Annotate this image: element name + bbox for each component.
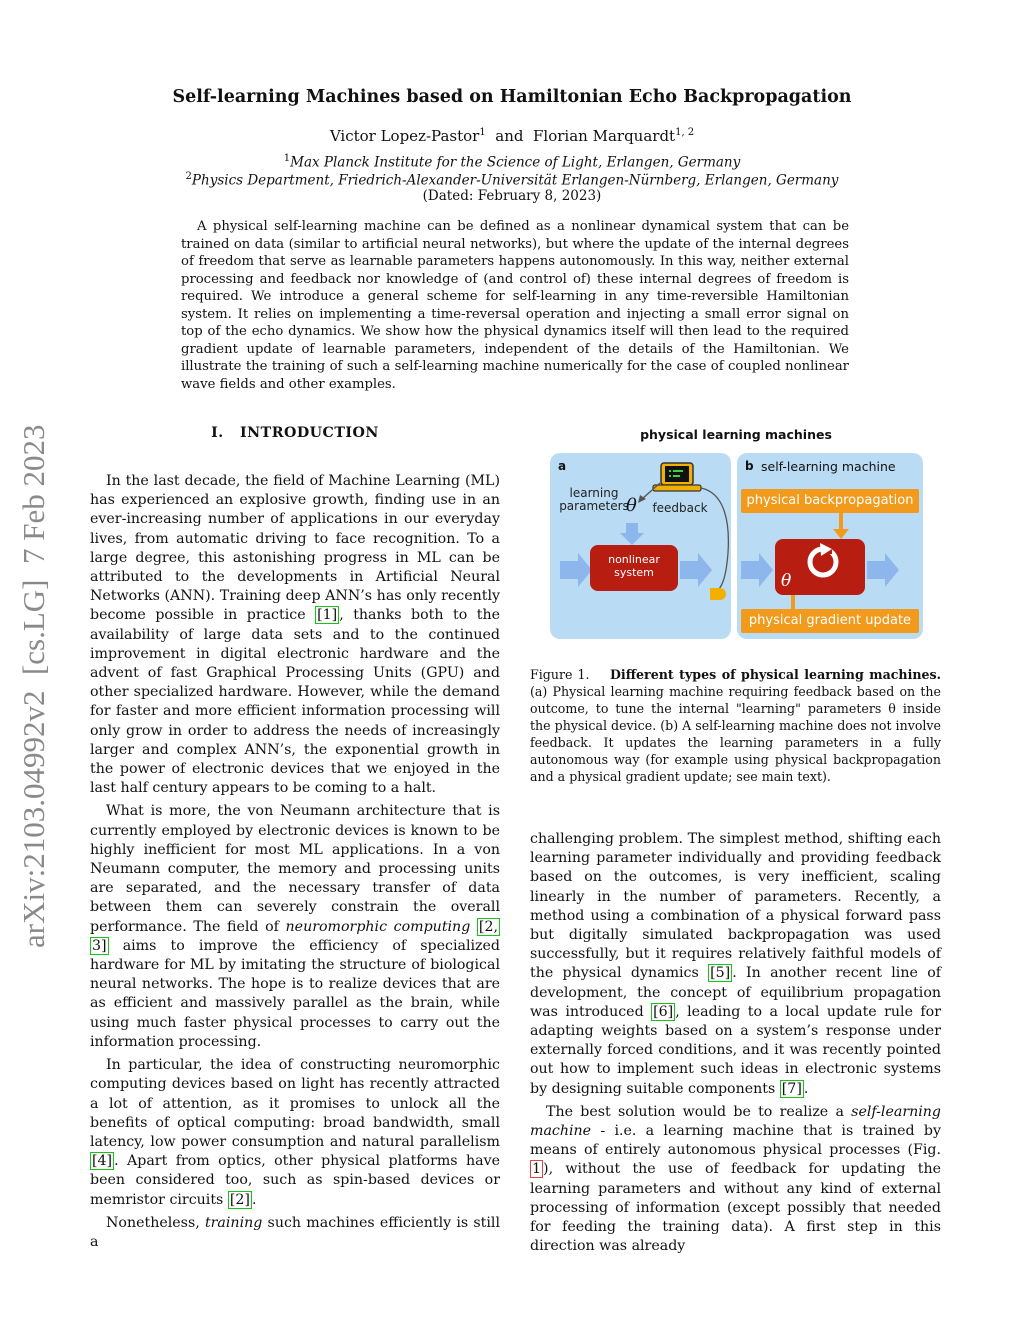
- computer-icon: [653, 463, 701, 491]
- emphasis: neuromorphic computing: [285, 918, 471, 935]
- text-run: . In another recent line of development, the concept of equilibrium propagation was introduced: [530, 965, 941, 1020]
- detector-icon: [710, 588, 726, 600]
- section-title: INTRODUCTION: [240, 425, 379, 441]
- paper-title: Self-learning Machines based on Hamiltonian Echo Backpropagation: [172, 87, 852, 107]
- affiliation-line: [0, 171, 1024, 189]
- panel-label: a: [558, 459, 567, 473]
- text-run: What is more, the von Neumann architecture that is currently employed by electronic devices is known to be highly inefficient for most ML applications. In a von Neumann computer, the memory and processing units are separated, and the necessary transfer of data between them can severely constrain the overall performance. The field of: [90, 803, 500, 935]
- affiliation-line: [0, 153, 1024, 171]
- figure-1: [548, 425, 924, 640]
- feedback-label: feedback: [652, 501, 708, 515]
- text-run: .: [803, 1080, 809, 1097]
- right-column: [530, 830, 941, 1256]
- arxiv-identifier-text: arXiv:2103.04992v2 [cs.LG] 7 Feb 2023: [16, 424, 51, 948]
- author-conjunction: and: [495, 127, 524, 145]
- input-arrow: [741, 553, 773, 587]
- citation-link[interactable]: [4]: [92, 1153, 113, 1170]
- text-run: The best solution would be to realize a: [546, 1103, 852, 1120]
- theta-symbol: θ: [626, 495, 637, 516]
- paragraph: [90, 1056, 500, 1210]
- panel-b-diagram: [737, 453, 923, 639]
- author-name: Victor Lopez-Pastor: [329, 127, 480, 145]
- backpropagation-band: physical backpropagation: [741, 489, 919, 513]
- text-run: ), without the use of feedback for updating the learning parameters and without any kind of external processing of information (except possibly that needed for feeding the training data). A first step in this direction was already: [530, 1161, 941, 1255]
- text-run: In the last decade, the field of Machine Learning (ML) has experienced an explosive growth, finding use in an ever-increasing number of applications in our everyday lives, from automatic driving to face recognition. To a large degree, this astonishing progress in ML can be attributed to the developments in Artificial Neural Networks (ANN). Training deep ANN’s has only recently become possible in practice: [90, 473, 500, 624]
- author-affiliation-sup: 1: [479, 127, 486, 138]
- text-run: .: [251, 1191, 257, 1208]
- paragraph: [90, 1214, 500, 1252]
- label-line: parameters: [559, 499, 629, 513]
- text-run: - i.e. a learning machine that is trained by means of entirely autonomous physical processes (Fig.: [530, 1123, 941, 1159]
- affiliation-sup: 2: [185, 171, 192, 182]
- paragraph: [530, 1103, 941, 1257]
- text-run: , leading to a local update rule for adapting weights based on a system’s response under externally forced conditions, and it was recently pointed out how to implement such ideas in electronic systems by designing suitable components: [530, 1003, 941, 1097]
- section-number: I.: [211, 425, 224, 441]
- text-run: such machines efficiently is still a: [90, 1214, 500, 1250]
- citation-link[interactable]: [5]: [710, 965, 731, 982]
- emphasis: training: [204, 1214, 263, 1231]
- gradient-update-band: physical gradient update: [741, 609, 919, 633]
- output-arrow: [680, 553, 712, 587]
- author-line: [0, 127, 1024, 145]
- affiliation-sup: 1: [283, 153, 291, 164]
- text-run: In particular, the idea of constructing neuromorphic computing devices based on light has recently attracted a lot of attention, as it promises to unlock all the benefits of optical computing: broad bandwidth, small latency, low power consumption and natural parallelism: [90, 1057, 500, 1150]
- paragraph: [530, 830, 941, 1099]
- box-line: nonlinear: [608, 553, 660, 566]
- panel-b: [737, 453, 923, 639]
- panel-label: b: [745, 459, 754, 473]
- affiliation-text: Max Planck Institute for the Science of Light, Erlangen, Germany: [290, 154, 741, 171]
- author-name: Florian Marquardt: [533, 127, 676, 145]
- citation-link[interactable]: [7]: [781, 1080, 802, 1097]
- abstract: A physical self-learning machine can be defined as a nonlinear dynamical system that can be trained on data (similar to artificial neural networks), but where the update of the internal degrees of freedom that serve as learnable parameters happens autonomously. In this way, neither external processing and feedback nor knowledge of (and control of) these internal degrees of freedom is required. We introduce a general scheme for self-learning in any time-reversible Hamiltonian system. It relies on implementing a time-reversal operation and injecting a small error signal on top of the echo dynamics. We show how the physical dynamics itself will then lead to the required gradient update of learnable parameters, independent of the details of the Hamiltonian. We illustrate the training of such a self-learning machine numerically for the case of coupled nonlinear wave fields and other examples.: [181, 219, 849, 392]
- parameter-arrow: [620, 523, 644, 545]
- paragraph: [90, 802, 500, 1052]
- figure-caption: [530, 666, 941, 785]
- citation-link[interactable]: [6]: [653, 1003, 674, 1020]
- text-run: , thanks both to the availability of large data sets and to the continued improvement in digital electronic hardware and the advent of fast Graphical Processing Units (GPU) and other specialized hardware. However, while the demand for faster and more efficient information processing will only grow in order to address the needs of increasingly larger and complex ANN’s, the exponential growth in the power of electronic devices that we enjoyed in the last half century appears to be coming to a halt.: [90, 607, 500, 797]
- nonlinear-system-box: [590, 545, 678, 591]
- caption-text: (a) Physical learning machine requiring feedback based on the outcome, to tune the internal "learning" parameters θ inside the physical device. (b) A self-learning machine does not involve feedback. It updates the learning parameters in a fully autonomous way (for example using physical backpropagation and a physical gradient update; see main text).: [530, 684, 941, 784]
- panel-a: [550, 453, 731, 639]
- text-run: . Apart from optics, other physical platforms have been considered too, such as spin-based devices or memristor circuits: [90, 1153, 500, 1208]
- label-line: learning: [569, 486, 619, 500]
- output-arrow: [867, 553, 899, 587]
- arxiv-identifier-stamp: [14, 340, 54, 990]
- caption-title: Different types of physical learning machines.: [610, 667, 941, 682]
- input-arrow: [560, 553, 592, 587]
- figure-link[interactable]: 1: [532, 1161, 542, 1178]
- section-heading: [90, 425, 500, 441]
- figure-title: physical learning machines: [640, 427, 832, 442]
- text-run: aims to improve the efficiency of specialized hardware for ML by imitating the structure of biological neural networks. The hope is to realize devices that are as efficient and massively parallel as the brain, while using much faster physical processes to carry out the information processing.: [90, 937, 500, 1050]
- left-column: [90, 472, 500, 1252]
- citation-link[interactable]: [2]: [229, 1191, 250, 1208]
- theta-symbol: θ: [781, 571, 792, 591]
- box-line: system: [614, 566, 654, 579]
- affiliation-text: Physics Department, Friedrich-Alexander-Universität Erlangen-Nürnberg, Erlangen, Germany: [191, 172, 839, 189]
- text-run: Nonetheless,: [106, 1214, 205, 1231]
- emphasis: self-learning machine: [530, 1103, 941, 1140]
- citation-link[interactable]: [2,: [478, 918, 498, 935]
- citation-link[interactable]: 3]: [92, 937, 107, 954]
- orange-connector-top: [839, 513, 843, 531]
- dated-line: (Dated: February 8, 2023): [422, 188, 602, 204]
- text-run: challenging problem. The simplest method, shifting each learning parameter individually and providing feedback based on the outcomes, is very inefficient, scaling linearly in the number of parameters. Recently, a method using a combination of a physical forward pass but digitally simulated backpropagation was used successfully, but it requires relatively faithful models of the physical dynamics: [530, 831, 941, 982]
- author-affiliation-sup: 1, 2: [675, 127, 695, 138]
- caption-label: Figure 1.: [530, 667, 590, 682]
- citation-link[interactable]: [1]: [317, 607, 338, 624]
- panel-b-title: self-learning machine: [761, 459, 896, 474]
- paragraph: [90, 472, 500, 798]
